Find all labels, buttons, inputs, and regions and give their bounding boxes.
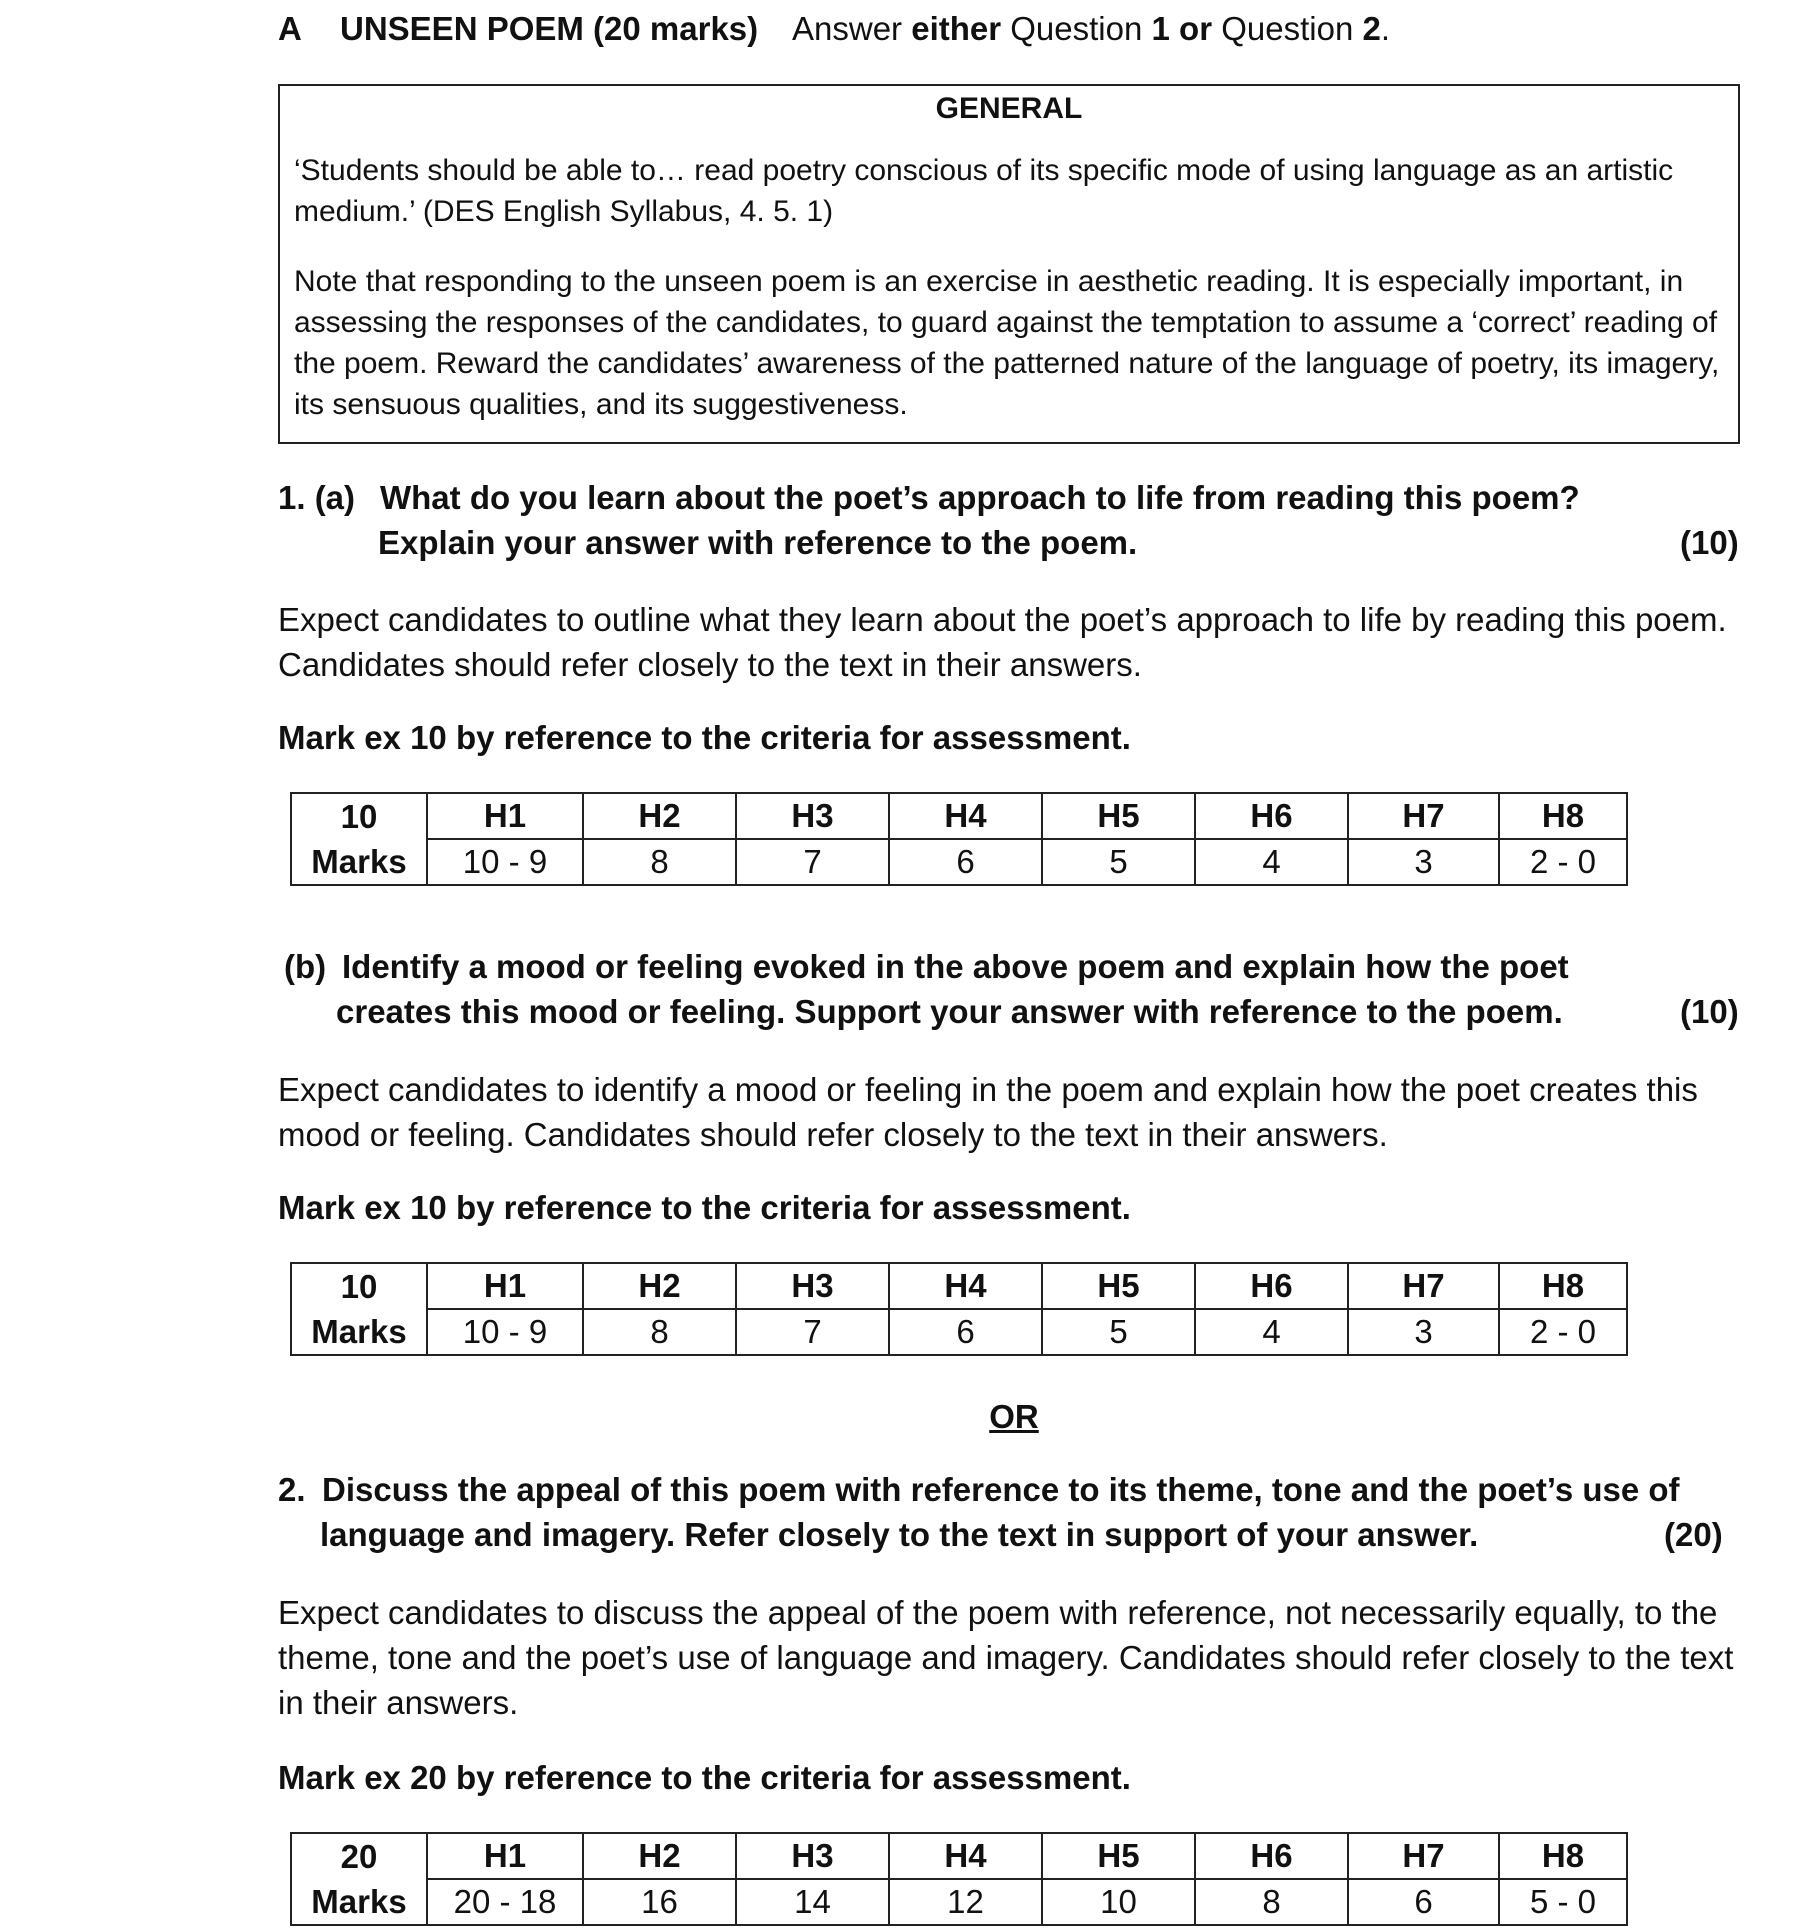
value-cell: 5 - 0	[1499, 1879, 1627, 1925]
table-row	[291, 1263, 1627, 1309]
q1b-number: (b)	[284, 948, 327, 985]
grade-cell: H3	[736, 1263, 889, 1309]
q2-expect: Expect candidates to discuss the appeal of the poem with reference, not necessarily equally, to the theme, tone and the poet’s use of language and imagery. Candidates should refer closely to the text in their answers.	[278, 1594, 1734, 1721]
value-cell: 20 - 18	[427, 1879, 583, 1925]
value-cell: 5	[1042, 1309, 1195, 1355]
grade-cell: H7	[1348, 1263, 1499, 1309]
value-cell: 2 - 0	[1499, 839, 1627, 885]
value-cell: 6	[889, 839, 1042, 885]
q2-number: 2.	[278, 1471, 306, 1508]
grade-cell: H2	[583, 1263, 736, 1309]
grade-cell: H7	[1348, 1833, 1499, 1879]
section-letter: A	[278, 10, 302, 47]
grade-cell: H6	[1195, 1263, 1348, 1309]
q1a-mark-ex: Mark ex 10 by reference to the criteria for assessment.	[278, 719, 1131, 756]
grade-cell: H2	[583, 793, 736, 839]
value-cell: 12	[889, 1879, 1042, 1925]
value-cell: 4	[1195, 1309, 1348, 1355]
grade-cell: H8	[1499, 793, 1627, 839]
grade-cell: H3	[736, 1833, 889, 1879]
q1a-marks: (10)	[1680, 524, 1739, 561]
value-cell: 6	[1348, 1879, 1499, 1925]
q2-marks-table	[290, 1832, 1628, 1926]
grade-cell: H1	[427, 793, 583, 839]
value-cell: 4	[1195, 839, 1348, 885]
q2-line1: Discuss the appeal of this poem with reference to its theme, tone and the poet’s use of	[322, 1471, 1680, 1508]
value-cell: 10 - 9	[427, 1309, 583, 1355]
section-title: UNSEEN POEM (20 marks)	[340, 10, 759, 47]
grade-cell: H8	[1499, 1833, 1627, 1879]
value-cell: 7	[736, 1309, 889, 1355]
value-cell: 3	[1348, 1309, 1499, 1355]
table-row	[291, 793, 1627, 839]
section-instruction: Answer either Question 1 or Question 2.	[792, 10, 1390, 47]
value-cell: 8	[1195, 1879, 1348, 1925]
value-cell: 10	[1042, 1879, 1195, 1925]
general-box	[278, 84, 1740, 444]
grade-cell: H4	[889, 793, 1042, 839]
q1a-line2: Explain your answer with reference to the poem.	[378, 524, 1138, 561]
value-cell: 16	[583, 1879, 736, 1925]
grade-cell: H6	[1195, 1833, 1348, 1879]
q2-mark-ex: Mark ex 20 by reference to the criteria for assessment.	[278, 1759, 1131, 1796]
value-cell: 8	[583, 1309, 736, 1355]
general-note: Note that responding to the unseen poem is an exercise in aesthetic reading. It is especially important, in assessing the responses of the candidates, to guard against the temptation to assume a ‘correct’ reading of the poem. Reward the candidates’ awareness of the patterned nature of the language of poetry, its imagery, its sensuous qualities, and its suggestiveness.	[294, 265, 1720, 421]
grade-cell: H5	[1042, 1263, 1195, 1309]
grade-cell: H7	[1348, 793, 1499, 839]
grade-cell: H4	[889, 1833, 1042, 1879]
grade-cell: H3	[736, 793, 889, 839]
grade-cell: H1	[427, 1263, 583, 1309]
value-cell: 7	[736, 839, 889, 885]
q1a-marks-table	[290, 792, 1628, 886]
q1b-line1: Identify a mood or feeling evoked in the above poem and explain how the poet	[342, 948, 1569, 985]
marks-label: Marks	[291, 1879, 427, 1925]
table-row	[291, 1309, 1627, 1355]
grade-cell: H8	[1499, 1263, 1627, 1309]
table-row	[291, 1833, 1627, 1879]
general-title: GENERAL	[935, 92, 1083, 125]
grade-cell: H5	[1042, 793, 1195, 839]
general-quote: ‘Students should be able to… read poetry conscious of its specific mode of using language as an artistic medium.’ (DES English Syllabus, 4. 5. 1)	[294, 154, 1674, 228]
grade-cell: H5	[1042, 1833, 1195, 1879]
value-cell: 3	[1348, 839, 1499, 885]
q1b-expect: Expect candidates to identify a mood or feeling in the poem and explain how the poet creates this mood or feeling. Candidates should refer closely to the text in their answers.	[278, 1071, 1698, 1153]
value-cell: 14	[736, 1879, 889, 1925]
value-cell: 8	[583, 839, 736, 885]
value-cell: 5	[1042, 839, 1195, 885]
q2-marks: (20)	[1664, 1516, 1723, 1553]
or-separator: OR	[989, 1398, 1039, 1435]
marks-total: 10	[291, 1263, 427, 1309]
value-cell: 2 - 0	[1499, 1309, 1627, 1355]
q1a-expect: Expect candidates to outline what they learn about the poet’s approach to life by reading this poem. Candidates should refer closely to the text in their answers.	[278, 601, 1727, 683]
grade-cell: H1	[427, 1833, 583, 1879]
grade-cell: H6	[1195, 793, 1348, 839]
grade-cell: H2	[583, 1833, 736, 1879]
q1a-line1: What do you learn about the poet’s approach to life from reading this poem?	[380, 479, 1580, 516]
value-cell: 6	[889, 1309, 1042, 1355]
q2-line2: language and imagery. Refer closely to the text in support of your answer.	[320, 1516, 1479, 1553]
marks-total: 10	[291, 793, 427, 839]
marks-label: Marks	[291, 1309, 427, 1355]
q1a-number: 1. (a)	[278, 479, 356, 516]
grade-cell: H4	[889, 1263, 1042, 1309]
q1b-marks: (10)	[1680, 993, 1739, 1030]
marks-label: Marks	[291, 839, 427, 885]
table-row	[291, 839, 1627, 885]
table-row	[291, 1879, 1627, 1925]
marks-total: 20	[291, 1833, 427, 1879]
value-cell: 10 - 9	[427, 839, 583, 885]
q1b-marks-table	[290, 1262, 1628, 1356]
q1b-line2: creates this mood or feeling. Support your answer with reference to the poem.	[336, 993, 1563, 1030]
q1b-mark-ex: Mark ex 10 by reference to the criteria for assessment.	[278, 1189, 1131, 1226]
